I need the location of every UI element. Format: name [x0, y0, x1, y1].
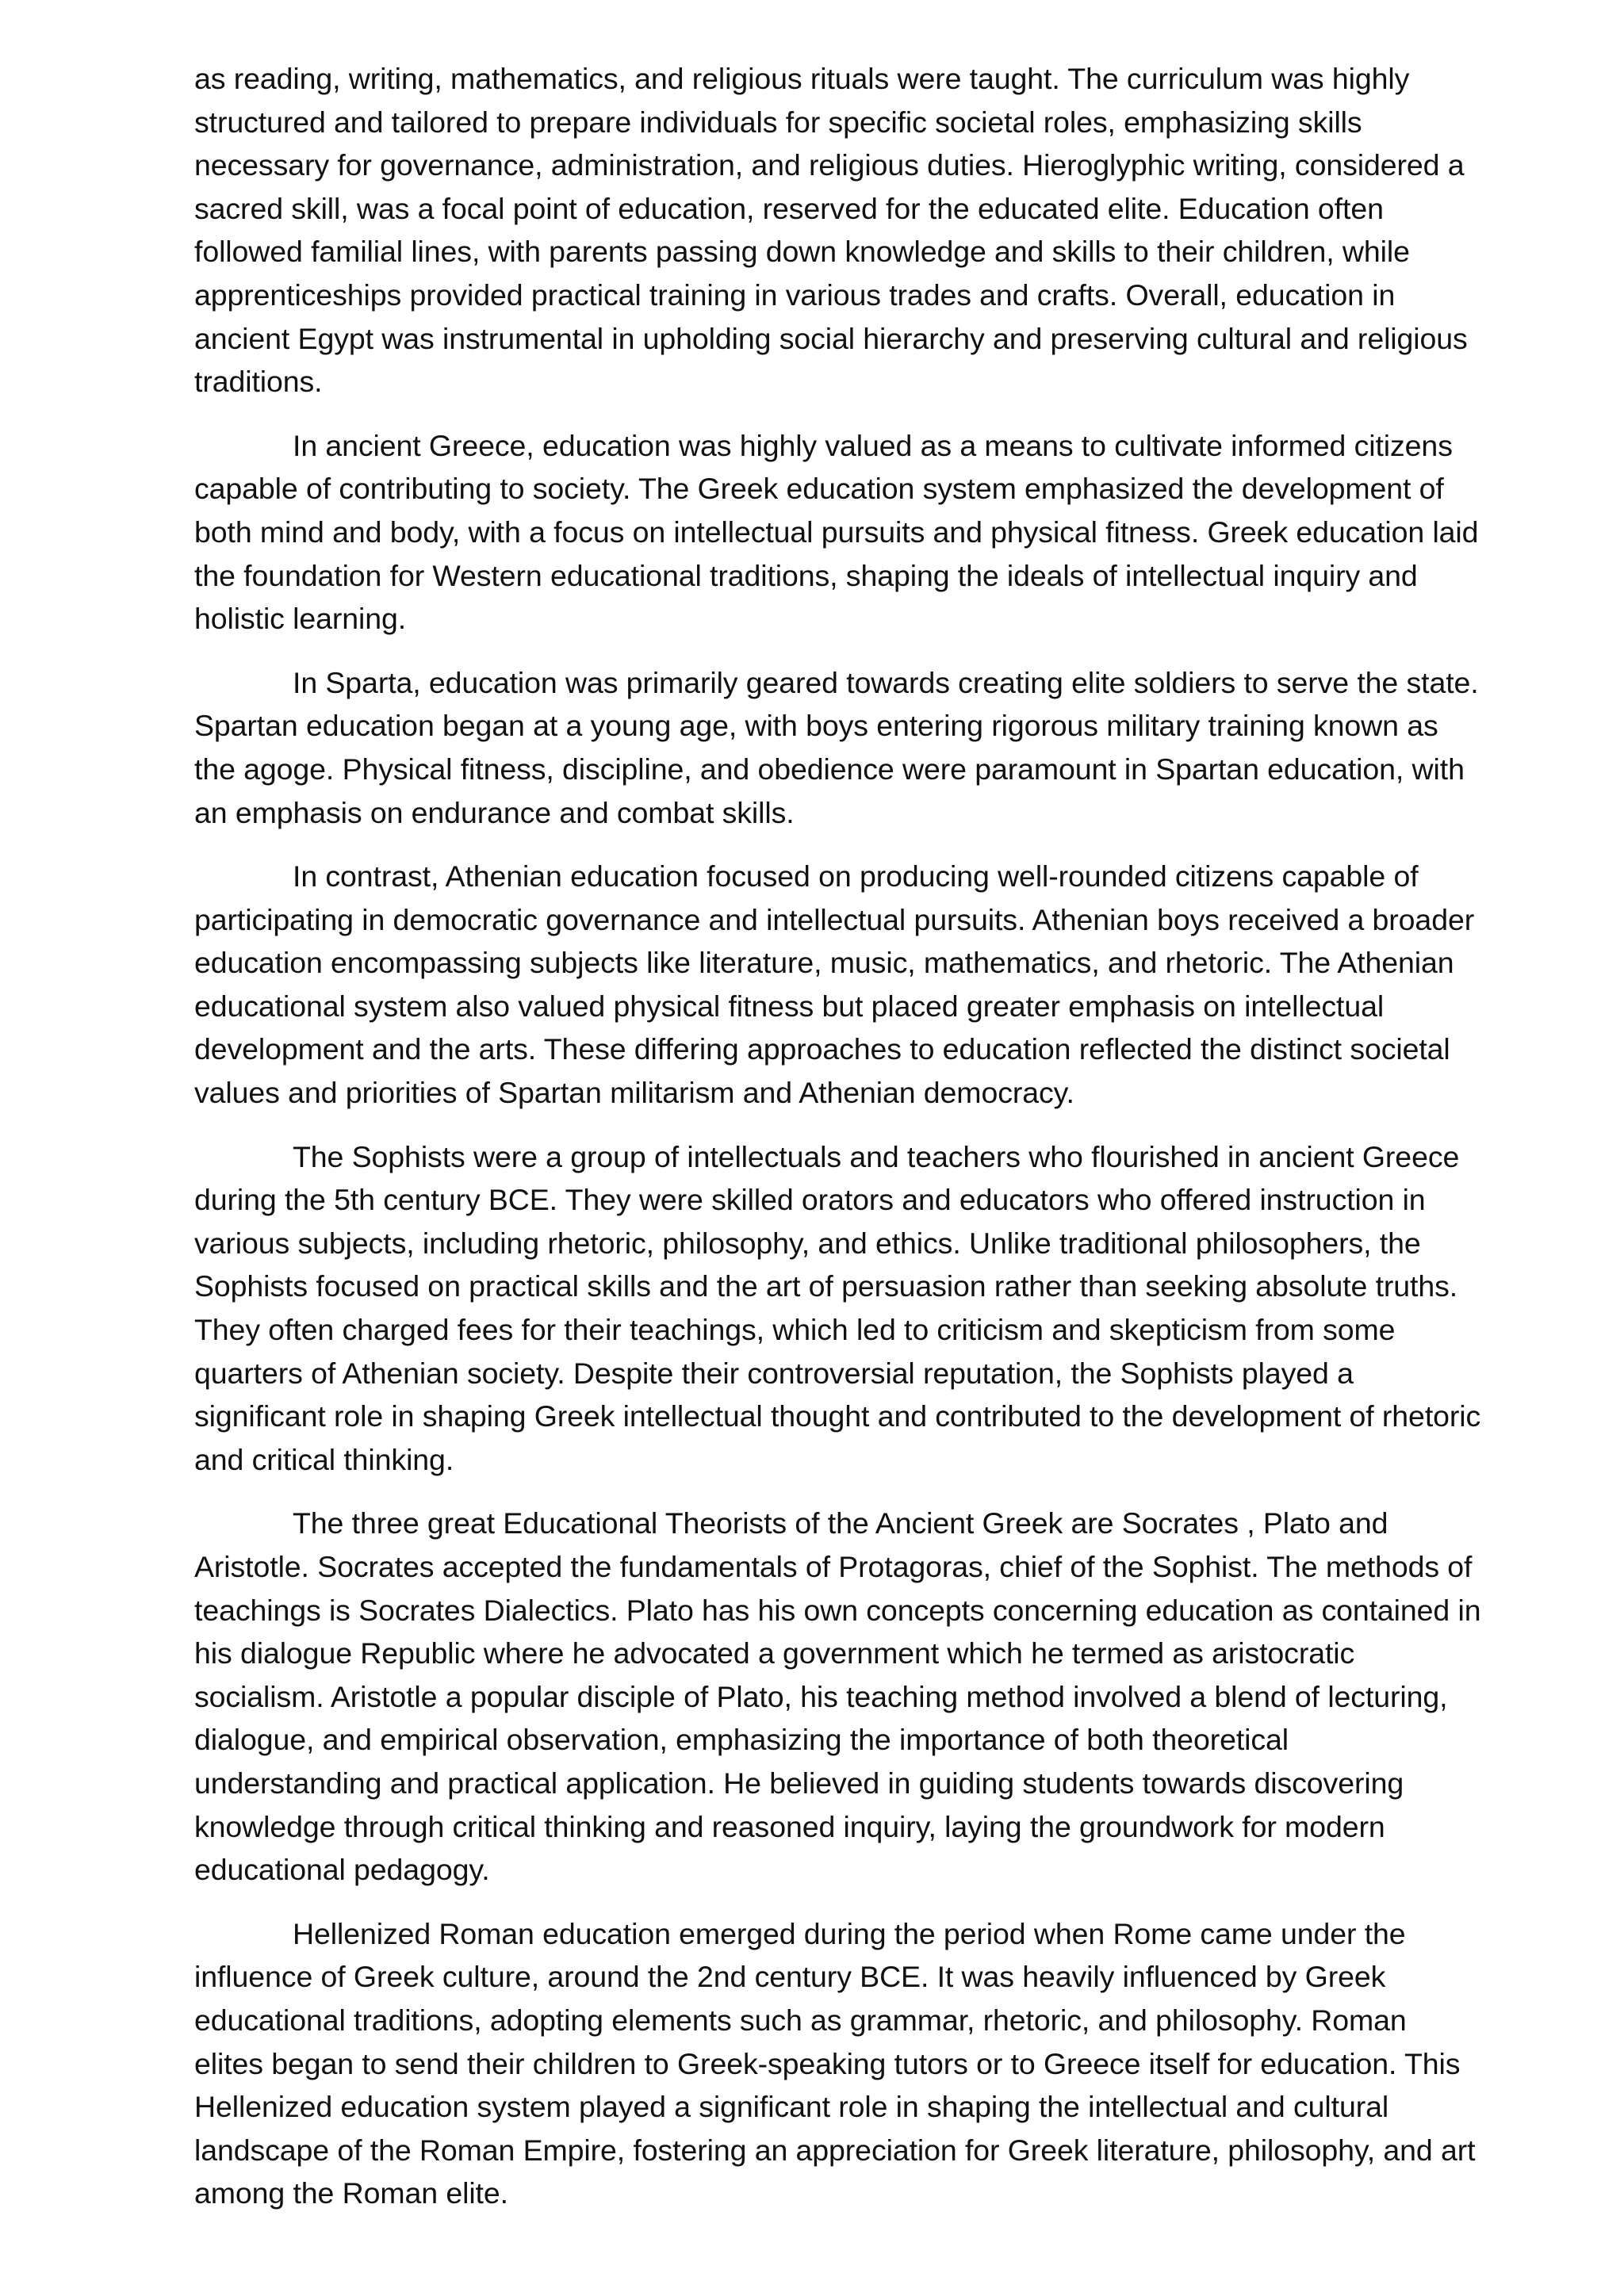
paragraph-greek-theorists: The three great Educational Theorists of the Ancient Greek are Socrates , Plato and Aristotle. Socrates accepted the fundamentals of Protagoras, chief of the Sophist. The methods of teachings is Socrates Dialectics. Plato has his own concepts concerning education as contained in his dialogue Republic where he advocated a government which he termed as aristocratic socialism. Aristotle a popular disciple of Plato, his teaching method involved a blend of lecturing, dialogue, and empirical observation, emphasizing the importance of both theoretical understanding and practical application. He believed in guiding students towards discovering knowledge through critical thinking and reasoned inquiry, laying the groundwork for modern educational pedagogy. — [194, 1506, 1481, 1887]
paragraph-egypt-continued: as reading, writing, mathematics, and religious rituals were taught. The curriculum was highly structured and tailored to prepare individuals for specific societal roles, emphasizing skills necessary for governance, administration, and religious duties. Hieroglyphic writing, considered a sacred skill, was a focal point of education, reserved for the educated elite. Education often followed familial lines, with parents passing down knowledge and skills to their children, while apprenticeships provided practical training in various trades and crafts. Overall, education in ancient Egypt was instrumental in upholding social hierarchy and preserving cultural and religious traditions. — [194, 62, 1468, 399]
paragraph-hellenized-roman: Hellenized Roman education emerged during the period when Rome came under the influence of Greek culture, around the 2nd century BCE. It was heavily influenced by Greek educational traditions, adopting elements such as grammar, rhetoric, and philosophy. Roman elites began to send their children to Greek-speaking tutors or to Greece itself for education. This Hellenized education system played a significant role in shaping the intellectual and cultural landscape of the Roman Empire, fostering an appreciation for Greek literature, philosophy, and art among the Roman elite. — [194, 1916, 1476, 2210]
paragraph-sparta: In Sparta, education was primarily geared towards creating elite soldiers to serve the state. Spartan education began at a young age, with boys entering rigorous military training known as the agoge. Physical fitness, discipline, and obedience were paramount in Spartan education, with an emphasis on endurance and combat skills. — [194, 665, 1479, 829]
paragraph-athens: In contrast, Athenian education focused on producing well-rounded citizens capable of participating in democratic governance and intellectual pursuits. Athenian boys received a broader education encompassing subjects like literature, music, mathematics, and rhetoric. The Athenian educational system also valued physical fitness but placed greater emphasis on intellectual development and the arts. These differing approaches to education reflected the distinct societal values and priorities of Spartan militarism and Athenian democracy. — [194, 859, 1475, 1110]
paragraph-ancient-greece: In ancient Greece, education was highly valued as a means to cultivate informed citizens capable of contributing to society. The Greek education system emphasized the development of both mind and body, with a focus on intellectual pursuits and physical fitness. Greek education laid the foundation for Western educational traditions, shaping the ideals of intellectual inquiry and holistic learning. — [194, 428, 1479, 636]
paragraph-sophists: The Sophists were a group of intellectuals and teachers who flourished in ancient Greece during the 5th century BCE. They were skilled orators and educators who offered instruction in various subjects, including rhetoric, philosophy, and ethics. Unlike traditional philosophers, the Sophists focused on practical skills and the art of persuasion rather than seeking absolute truths. They often charged fees for their teachings, which led to criticism and skepticism from some quarters of Athenian society. Despite their controversial reputation, the Sophists played a significant role in shaping Greek intellectual thought and contributed to the development of rhetoric and critical thinking. — [194, 1139, 1481, 1476]
document-body — [194, 57, 1483, 2236]
